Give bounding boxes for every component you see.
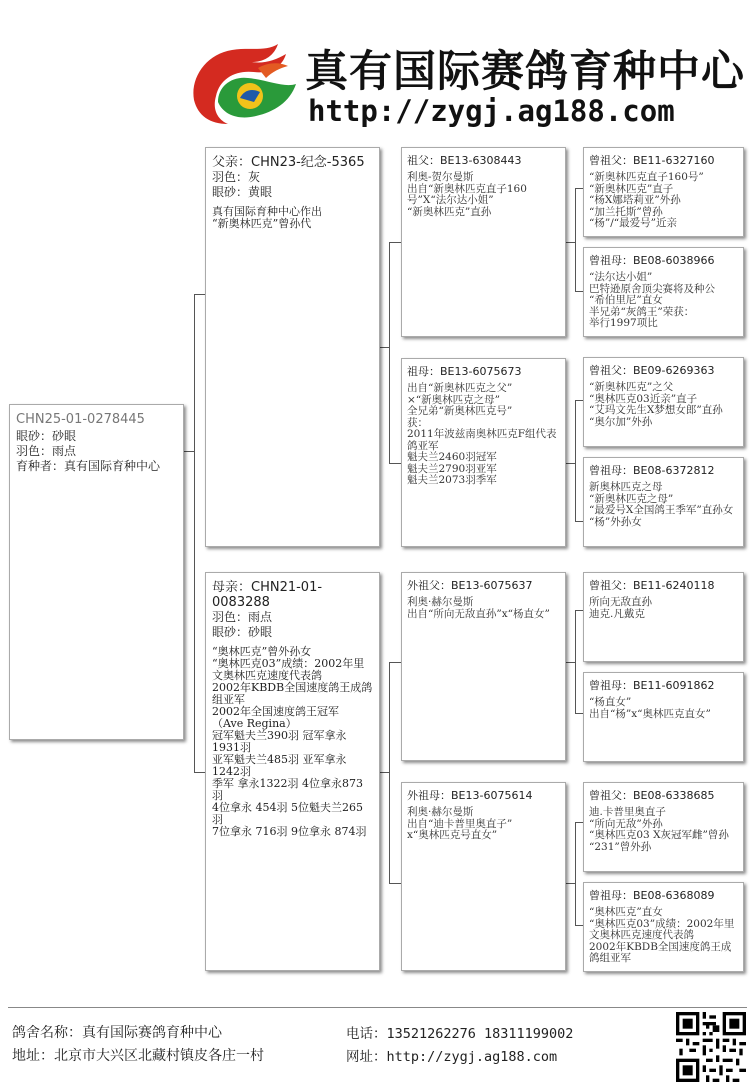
subject-eye: 眼砂：砂眼 [16, 429, 77, 443]
sire-title: 父亲：CHN23-纪念-5365 [212, 155, 365, 170]
footer-loft-name: 鸽舍名称：真有国际赛鸽育种中心 [12, 1025, 222, 1041]
great-grandparent-note: “奥林匹克”直女 “奥林匹克03”成绩：2002年里文奥林匹克速度代表鸽 2002年KBDB全国速度鸽王成鸽组亚军 [589, 906, 735, 964]
dam-eye: 眼砂：砂眼 [212, 625, 273, 639]
great-grandparent-note: “新奥林匹克”之父 “奥林匹克03近亲”直子 “艾玛文先生X梦想女郎”直孙 “奥尔加”外孙 [589, 381, 723, 428]
grandparent-note: 利奥·赫尔曼斯 出自“所向无敌直孙”x“杨直女” [407, 596, 550, 620]
footer-address: 地址：北京市大兴区北藏村镇皮各庄一村 [12, 1048, 264, 1064]
subject-ring: CHN25-01-0278445 [16, 412, 145, 427]
great-grandparent-title: 曾祖母：BE08-6372812 [589, 464, 715, 477]
great-grandparent-note: 迪.卡普里奥直子 “所向无敌”外孙 “奥林匹克03 X灰冠军雌”曾孙 “231”曾外孙 [589, 806, 729, 853]
great-grandparent-card[interactable] [583, 147, 744, 237]
maternal-grandsire-card[interactable] [401, 572, 566, 761]
great-grandparent-card[interactable] [583, 247, 744, 337]
header-url: http://zygj.ag188.com [308, 94, 675, 128]
grandparent-title: 外祖母：BE13-6075614 [407, 789, 533, 802]
sire-eye: 眼砂：黄眼 [212, 185, 273, 199]
sire-note: 真有国际育种中心作出 “新奥林匹克”曾孙代 [212, 205, 322, 230]
grandparent-title: 外祖父：BE13-6075637 [407, 579, 533, 592]
sire-color: 羽色：灰 [212, 170, 261, 184]
footer-phone: 电话：13521262276 18311199002 [346, 1026, 574, 1042]
subject-card[interactable] [9, 404, 184, 740]
subject-breeder: 育种者：真有国际育种中心 [16, 459, 161, 473]
dam-card[interactable] [205, 572, 380, 971]
great-grandparent-title: 曾祖母：BE08-6038966 [589, 254, 715, 267]
grandparent-note: 利奥-贺尔曼斯 出自“新奥林匹克直子160号”X“法尔达小姐” “新奥林匹克”直孙 [407, 171, 527, 218]
great-grandparent-title: 曾祖父：BE08-6338685 [589, 789, 715, 802]
dam-color: 羽色：雨点 [212, 610, 273, 624]
header-title: 真有国际赛鸽育种中心 [305, 47, 745, 97]
great-grandparent-title: 曾祖父：BE09-6269363 [589, 364, 715, 377]
great-grandparent-title: 曾祖母：BE08-6368089 [589, 889, 715, 902]
grandparent-note: 利奥·赫尔曼斯 出自“迪卡普里奥直子” x“奥林匹克号直女” [407, 806, 513, 841]
great-grandparent-note: 新奥林匹克之母 “新奥林匹克之母” “最爱号X全国鸽王季军”直孙女 “杨”外孙女 [589, 481, 734, 528]
qr-code-icon [676, 1012, 746, 1082]
grandparent-title: 祖父：BE13-6308443 [407, 154, 522, 167]
subject-color: 羽色：雨点 [16, 444, 77, 458]
great-grandparent-title: 曾祖父：BE11-6240118 [589, 579, 715, 592]
great-grandparent-title: 曾祖母：BE11-6091862 [589, 679, 715, 692]
great-grandparent-card[interactable] [583, 357, 744, 447]
great-grandparent-note: “杨直女” 出自“杨”x“奥林匹克直女” [589, 696, 711, 720]
grandparent-title: 祖母：BE13-6075673 [407, 365, 522, 378]
great-grandparent-card[interactable] [583, 782, 744, 872]
footer-website[interactable]: 网址：http://zygj.ag188.com [346, 1049, 558, 1065]
great-grandparent-card[interactable] [583, 882, 744, 972]
great-grandparent-card[interactable] [583, 672, 744, 762]
maternal-granddam-card[interactable] [401, 782, 566, 971]
paternal-granddam-card[interactable] [401, 358, 566, 547]
great-grandparent-note: “新奥林匹克直子160号” “新奥林匹克”直子 “杨X娜塔莉亚”外孙 “加兰托斯”曾孙 “杨”/“最爱号”近亲 [589, 171, 704, 229]
dam-note: “奥林匹克”曾外孙女 “奥林匹克03”成绩：2002年里文奥林匹克速度代表鸽 2002年KBDB全国速度鸽王成鸽组亚军 2002年全国速度鸽王冠军 （Ave Regina） 冠军魁夫兰390羽 冠军拿永1931羽 亚军魁夫兰485羽 亚军拿永1242羽 季军 拿永1322羽 4位拿永873羽 4位拿永 454羽 5位魁夫兰265羽 7位拿永 716羽 9位拿永 874羽 [212, 645, 373, 838]
grandparent-note: 出自“新奥林匹克之父” ×“新奥林匹克之母” 全兄弟“新奥林匹克号” 获： 2011年波兹南奥林匹克F组代表鸽亚军 魁夫兰2460羽冠军 魁夫兰2790羽亚军 魁夫兰2073羽季军 [407, 382, 557, 486]
great-grandparent-card[interactable] [583, 457, 744, 547]
sire-card[interactable] [205, 147, 380, 547]
great-grandparent-note: 所向无敌直孙 迪克.凡戴克 [589, 596, 652, 620]
great-grandparent-note: “法尔达小姐” 巴特逊原舍顶尖赛将及种公 “希伯里尼”直女 半兄弟“灰鸽王”荣获： 举行1997项比 [589, 271, 715, 329]
paternal-grandsire-card[interactable] [401, 147, 566, 337]
dam-title: 母亲：CHN21-01-0083288 [212, 580, 323, 610]
phoenix-logo-icon [188, 40, 300, 126]
great-grandparent-title: 曾祖父：BE11-6327160 [589, 154, 715, 167]
great-grandparent-card[interactable] [583, 572, 744, 662]
footer-divider [8, 1007, 747, 1008]
